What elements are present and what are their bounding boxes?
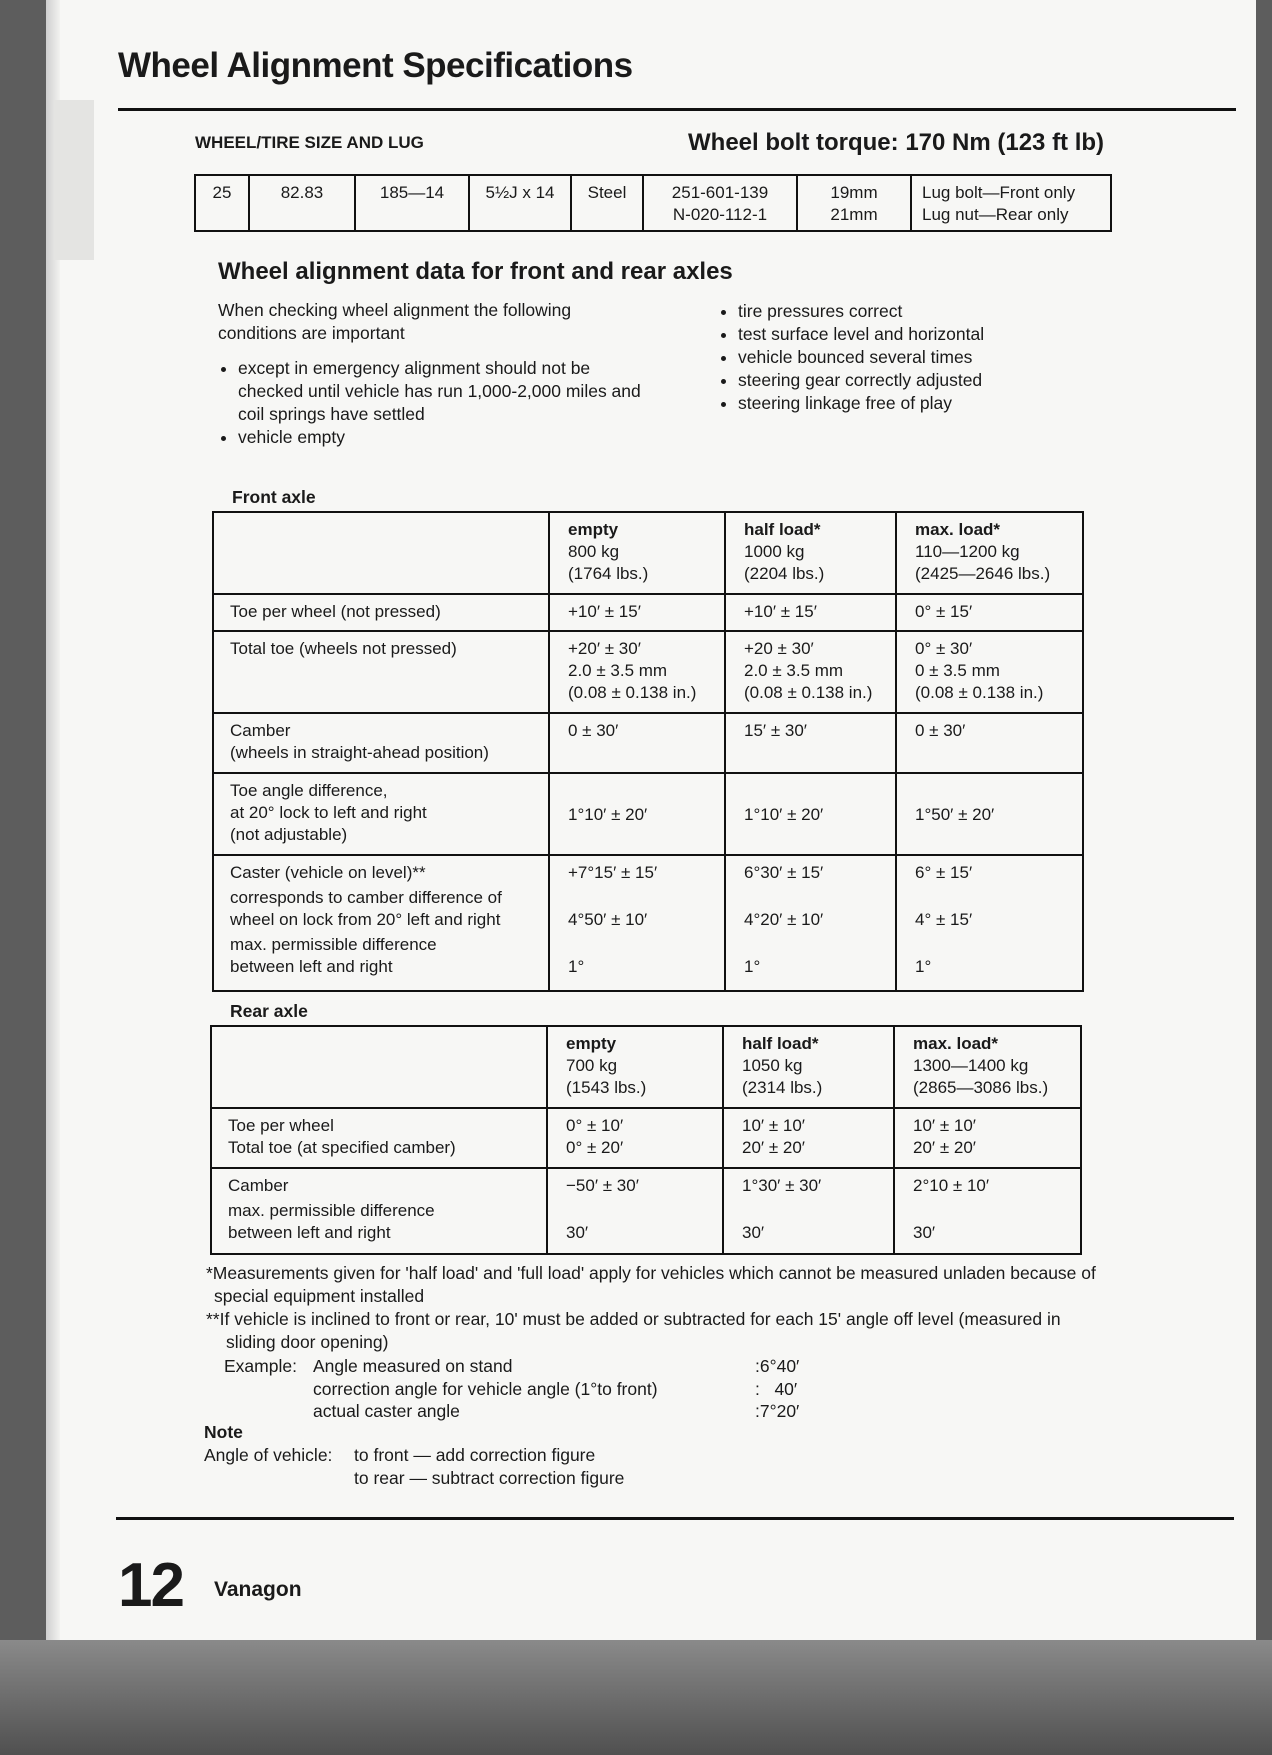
intro-text: When checking wheel alignment the following conditions are important <box>218 300 572 343</box>
cell-line: 4°20′ ± 10′ <box>744 910 824 929</box>
table-cell <box>549 631 725 713</box>
example-row: actual caster angle <box>313 1401 460 1421</box>
footnote-star: *Measurements given for 'half load' and 'full load' apply for vehicles which cannot be measured unladen because of special equipment installed <box>206 1263 1096 1306</box>
cell-line: 4°50′ ± 10′ <box>568 910 648 929</box>
cell-line: 6°30′ ± 15′ <box>744 863 824 882</box>
table-row <box>213 773 1083 855</box>
alignment-intro <box>218 299 648 449</box>
load-header-max <box>894 1026 1081 1108</box>
row-label: Toe per wheel (not pressed) <box>213 594 549 631</box>
alignment-heading: Wheel alignment data for front and rear axles <box>218 258 733 285</box>
example-value: :7°20′ <box>755 1401 800 1421</box>
condition-item: • tire pressures correct <box>738 300 1138 323</box>
tire-cell: 5½J x 14 <box>469 175 571 231</box>
condition-list-right <box>718 300 1138 415</box>
cell-line: 0 ± 3.5 mm <box>915 661 1000 680</box>
label-line: between left and right <box>228 1223 391 1242</box>
label-line: wheel on lock from 20° left and right <box>230 910 501 929</box>
table-row <box>213 631 1083 713</box>
footnotes <box>200 1262 1100 1354</box>
label-line: between left and right <box>230 957 393 976</box>
cell-line: 30′ <box>566 1223 589 1242</box>
example-row: Angle measured on stand <box>313 1356 513 1376</box>
condition-item: • except in emergency alignment should not be checked until vehicle has run 1,000-2,000 miles and coil springs have settled <box>238 357 648 426</box>
condition-item: • steering gear correctly adjusted <box>738 369 1138 392</box>
table-cell: 1°50′ ± 20′ <box>896 773 1083 855</box>
lug-cell <box>911 175 1111 231</box>
front-axle-label: Front axle <box>232 487 316 507</box>
cell-line: 2.0 ± 3.5 mm <box>568 661 668 680</box>
table-row <box>211 1108 1081 1168</box>
model-name: Vanagon <box>214 1578 302 1601</box>
cell-line: 1° <box>915 957 932 976</box>
load-weight-lbs: (1764 lbs.) <box>568 564 649 583</box>
row-label: Total toe (wheels not pressed) <box>213 631 549 713</box>
table-cell <box>725 631 896 713</box>
footnote-double-star: **If vehicle is inclined to front or rear, 10' must be added or subtracted for each 15' angle off level (measured in sliding door opening) <box>206 1309 1061 1352</box>
load-header-empty <box>549 512 725 594</box>
cell-line: 2.0 ± 3.5 mm <box>744 661 844 680</box>
table-cell <box>725 855 896 991</box>
wrench-size: 19mm <box>830 183 878 202</box>
load-weight: 1300—1400 kg <box>913 1056 1029 1075</box>
load-weight-lbs: (2865—3086 lbs.) <box>913 1078 1049 1097</box>
example-value: : 40′ <box>755 1379 798 1399</box>
wrench-size: 21mm <box>830 205 878 224</box>
condition-item: • steering linkage free of play <box>738 392 1138 415</box>
table-header-row <box>213 512 1083 594</box>
table-cell <box>894 1108 1081 1168</box>
cell-line: 4° ± 15′ <box>915 910 973 929</box>
part-number: 251-601-139 <box>671 183 769 202</box>
note-line: to front — add correction figure <box>354 1445 596 1465</box>
load-title: empty <box>568 520 619 539</box>
part-number: N-020-112-1 <box>672 205 768 224</box>
front-axle-table <box>212 511 1084 992</box>
cell-line: (0.08 ± 0.138 in.) <box>568 683 697 702</box>
tire-size-table <box>194 174 1112 232</box>
table-row <box>213 713 1083 773</box>
table-cell <box>723 1168 894 1254</box>
alignment-conditions-right <box>718 300 1138 415</box>
table-cell: 0 ± 30′ <box>896 713 1083 773</box>
wheel-bolt-torque: Wheel bolt torque: 170 Nm (123 ft lb) <box>688 129 1105 156</box>
page-number: 12 <box>118 1551 183 1620</box>
condition-list-left <box>218 357 648 449</box>
table-row <box>211 1168 1081 1254</box>
tire-cell: 25 <box>195 175 249 231</box>
cell-line: +20′ ± 30′ <box>568 639 641 658</box>
load-header-empty <box>547 1026 723 1108</box>
page-shadow <box>54 100 94 260</box>
example-value: :6°40′ <box>755 1356 800 1376</box>
table-cell <box>896 631 1083 713</box>
footer-rule <box>116 1517 1234 1520</box>
cell-line: 6° ± 15′ <box>915 863 973 882</box>
load-weight: 800 kg <box>568 542 620 561</box>
load-weight-lbs: (2204 lbs.) <box>744 564 825 583</box>
table-cell: 1°10′ ± 20′ <box>725 773 896 855</box>
cell-line: 20′ ± 20′ <box>913 1138 976 1157</box>
load-weight: 1050 kg <box>742 1056 803 1075</box>
row-label <box>211 1108 547 1168</box>
cell-line: 0° ± 20′ <box>566 1138 624 1157</box>
table-row <box>213 855 1083 991</box>
row-label <box>213 773 549 855</box>
blank-header-cell <box>213 512 549 594</box>
load-weight: 700 kg <box>566 1056 618 1075</box>
table-cell: 15′ ± 30′ <box>725 713 896 773</box>
tire-cell: 82.83 <box>249 175 355 231</box>
label-line: Caster (vehicle on level)** <box>230 863 426 882</box>
label-line: at 20° lock to left and right <box>230 803 427 822</box>
label-line: Total toe (at specified camber) <box>228 1138 456 1157</box>
cell-line: 10′ ± 10′ <box>913 1116 976 1135</box>
cell-line: 0° ± 30′ <box>915 639 973 658</box>
tire-size-label: WHEEL/TIRE SIZE AND LUG <box>195 133 424 152</box>
label-line: corresponds to camber difference of <box>230 888 502 907</box>
table-cell <box>547 1108 723 1168</box>
load-header-max <box>896 512 1083 594</box>
wrench-size-cell <box>797 175 911 231</box>
note-line: to rear — subtract correction figure <box>354 1468 625 1488</box>
part-numbers-cell <box>643 175 797 231</box>
row-label <box>213 855 549 991</box>
rear-axle-table <box>210 1025 1082 1255</box>
table-cell: 0 ± 30′ <box>549 713 725 773</box>
table-cell <box>723 1108 894 1168</box>
tire-cell: 185—14 <box>355 175 469 231</box>
table-cell <box>549 855 725 991</box>
cell-line: (0.08 ± 0.138 in.) <box>915 683 1044 702</box>
table-cell <box>896 855 1083 991</box>
condition-item: • vehicle empty <box>238 426 648 449</box>
table-cell: +10′ ± 15′ <box>725 594 896 631</box>
example-label: Example: <box>224 1356 297 1376</box>
cell-line: +20 ± 30′ <box>744 639 814 658</box>
load-title: max. load* <box>913 1034 999 1053</box>
load-weight-lbs: (2314 lbs.) <box>742 1078 823 1097</box>
label-line: Toe per wheel <box>228 1116 334 1135</box>
load-weight: 1000 kg <box>744 542 805 561</box>
cell-line: 1° <box>744 957 761 976</box>
note-heading: Note <box>204 1422 243 1442</box>
tire-cell: Steel <box>571 175 643 231</box>
label-line: (not adjustable) <box>230 825 348 844</box>
row-label <box>211 1168 547 1254</box>
scan-background <box>0 1640 1272 1755</box>
cell-line: 30′ <box>913 1223 936 1242</box>
load-header-half <box>725 512 896 594</box>
cell-line: 1°30′ ± 30′ <box>742 1176 822 1195</box>
cell-line: 30′ <box>742 1223 765 1242</box>
cell-line: 20′ ± 20′ <box>742 1138 805 1157</box>
cell-line: 2°10 ± 10′ <box>913 1176 990 1195</box>
table-cell: 1°10′ ± 20′ <box>549 773 725 855</box>
cell-line: 10′ ± 10′ <box>742 1116 805 1135</box>
load-title: max. load* <box>915 520 1001 539</box>
table-cell: +10′ ± 15′ <box>549 594 725 631</box>
rear-axle-label: Rear axle <box>230 1001 308 1021</box>
table-header-row <box>211 1026 1081 1108</box>
cell-line: 1° <box>568 957 585 976</box>
lug-type: Lug bolt—Front only <box>922 183 1076 202</box>
load-weight-lbs: (1543 lbs.) <box>566 1078 647 1097</box>
lug-type: Lug nut—Rear only <box>922 205 1069 224</box>
table-cell <box>894 1168 1081 1254</box>
load-header-half <box>723 1026 894 1108</box>
row-label <box>213 713 549 773</box>
blank-header-cell <box>211 1026 547 1108</box>
load-weight: 110—1200 kg <box>915 542 1020 561</box>
load-title: half load* <box>742 1034 819 1053</box>
condition-item: • test surface level and horizontal <box>738 323 1138 346</box>
table-cell <box>547 1168 723 1254</box>
cell-line: −50′ ± 30′ <box>566 1176 639 1195</box>
note-label: Angle of vehicle: <box>204 1445 333 1465</box>
condition-item: • vehicle bounced several times <box>738 346 1138 369</box>
header-rule <box>118 108 1236 111</box>
label-line: Toe angle difference, <box>230 781 388 800</box>
label-line: Camber <box>230 721 291 740</box>
table-row <box>213 594 1083 631</box>
page-title: Wheel Alignment Specifications <box>118 46 633 85</box>
label-line: (wheels in straight-ahead position) <box>230 743 489 762</box>
label-line: max. permissible difference <box>230 935 437 954</box>
label-line: Camber <box>228 1176 289 1195</box>
example-row: correction angle for vehicle angle (1°to front) <box>313 1379 658 1399</box>
label-line: max. permissible difference <box>228 1201 435 1220</box>
load-title: empty <box>566 1034 617 1053</box>
load-weight-lbs: (2425—2646 lbs.) <box>915 564 1051 583</box>
cell-line: 0° ± 10′ <box>566 1116 624 1135</box>
cell-line: (0.08 ± 0.138 in.) <box>744 683 873 702</box>
load-title: half load* <box>744 520 821 539</box>
cell-line: +7°15′ ± 15′ <box>568 863 658 882</box>
table-cell: 0° ± 15′ <box>896 594 1083 631</box>
